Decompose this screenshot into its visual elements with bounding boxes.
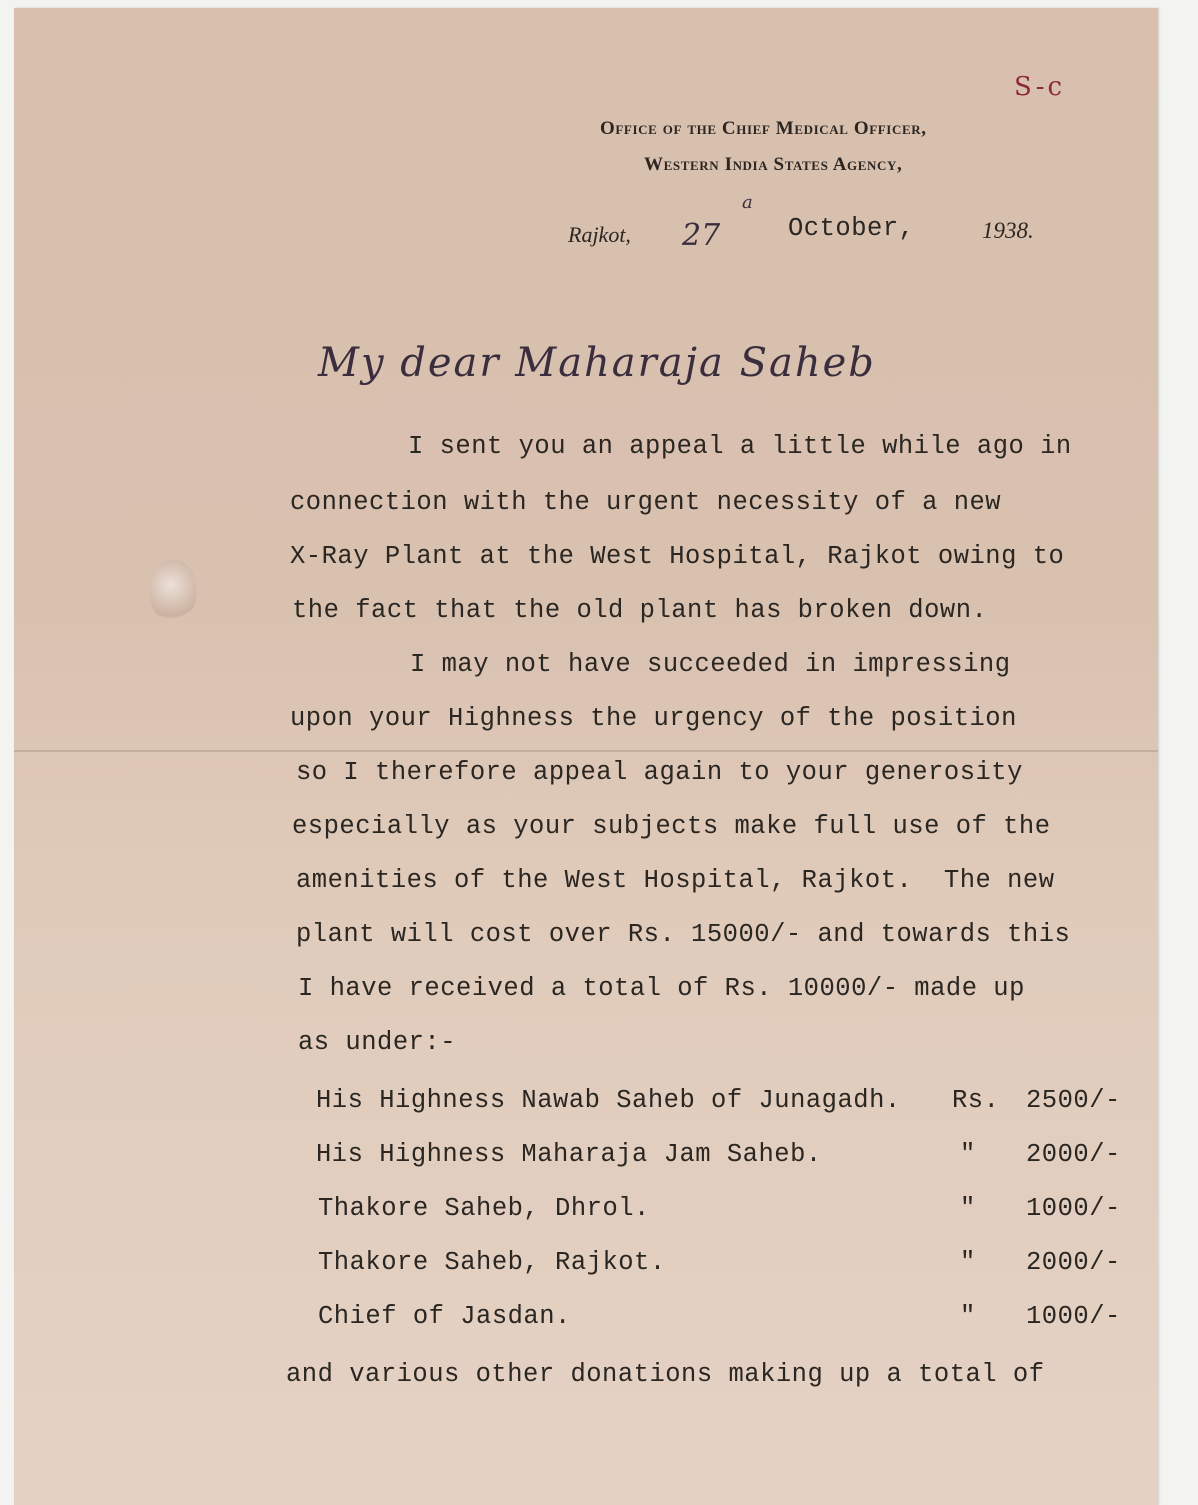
fold-crease — [14, 750, 1158, 752]
text-line: especially as your subjects make full use of the — [292, 812, 1051, 841]
letterhead-line-2: Western India States Agency, — [644, 154, 903, 175]
text-line: plant will cost over Rs. 15000/- and towards this — [296, 920, 1071, 949]
text-line: I have received a total of Rs. 10000/- made up — [298, 974, 1025, 1003]
donor-name: Thakore Saheb, Rajkot. — [318, 1248, 666, 1277]
corner-pencil-mark: S-c — [1014, 72, 1066, 102]
donation-amount: 2000/- — [1026, 1248, 1121, 1277]
closing-line: and various other donations making up a total of — [286, 1360, 1045, 1389]
donor-name: His Highness Maharaja Jam Saheb. — [316, 1140, 822, 1169]
date-day: 27 — [682, 218, 721, 253]
donor-name: His Highness Nawab Saheb of Junagadh. — [316, 1086, 901, 1115]
donation-amount: 2500/- — [1026, 1086, 1121, 1115]
letterhead-line-1: Office of the Chief Medical Officer, — [600, 118, 927, 139]
donor-name: Thakore Saheb, Dhrol. — [318, 1194, 650, 1223]
text-line: as under:- — [298, 1028, 457, 1057]
date-place: Rajkot, — [568, 222, 631, 247]
text-line: amenities of the West Hospital, Rajkot. The new — [296, 866, 1055, 895]
text-line: upon your Highness the urgency of the position — [290, 704, 1017, 733]
donation-amount: 1000/- — [1026, 1194, 1121, 1223]
text-line: so I therefore appeal again to your generosity — [296, 758, 1023, 787]
donation-currency: " — [960, 1302, 976, 1331]
text-line: connection with the urgent necessity of a new — [290, 488, 1002, 517]
date-day-suffix: a — [742, 192, 753, 213]
text-line: I sent you an appeal a little while ago in — [408, 432, 1072, 461]
donor-name: Chief of Jasdan. — [318, 1302, 571, 1331]
date-year: 1938. — [982, 218, 1034, 243]
donation-currency: " — [960, 1140, 976, 1169]
salutation: My dear Maharaja Saheb — [318, 340, 876, 386]
text-line: X-Ray Plant at the West Hospital, Rajkot owing to — [290, 542, 1065, 571]
donation-amount: 1000/- — [1026, 1302, 1121, 1331]
date-month: October, — [788, 214, 915, 243]
text-line: I may not have succeeded in impressing — [410, 650, 1011, 679]
donation-currency: " — [960, 1194, 976, 1223]
donation-currency: Rs. — [952, 1086, 1000, 1115]
text-line: the fact that the old plant has broken down. — [292, 596, 988, 625]
embossed-seal — [150, 560, 196, 622]
donation-currency: " — [960, 1248, 976, 1277]
donation-amount: 2000/- — [1026, 1140, 1121, 1169]
